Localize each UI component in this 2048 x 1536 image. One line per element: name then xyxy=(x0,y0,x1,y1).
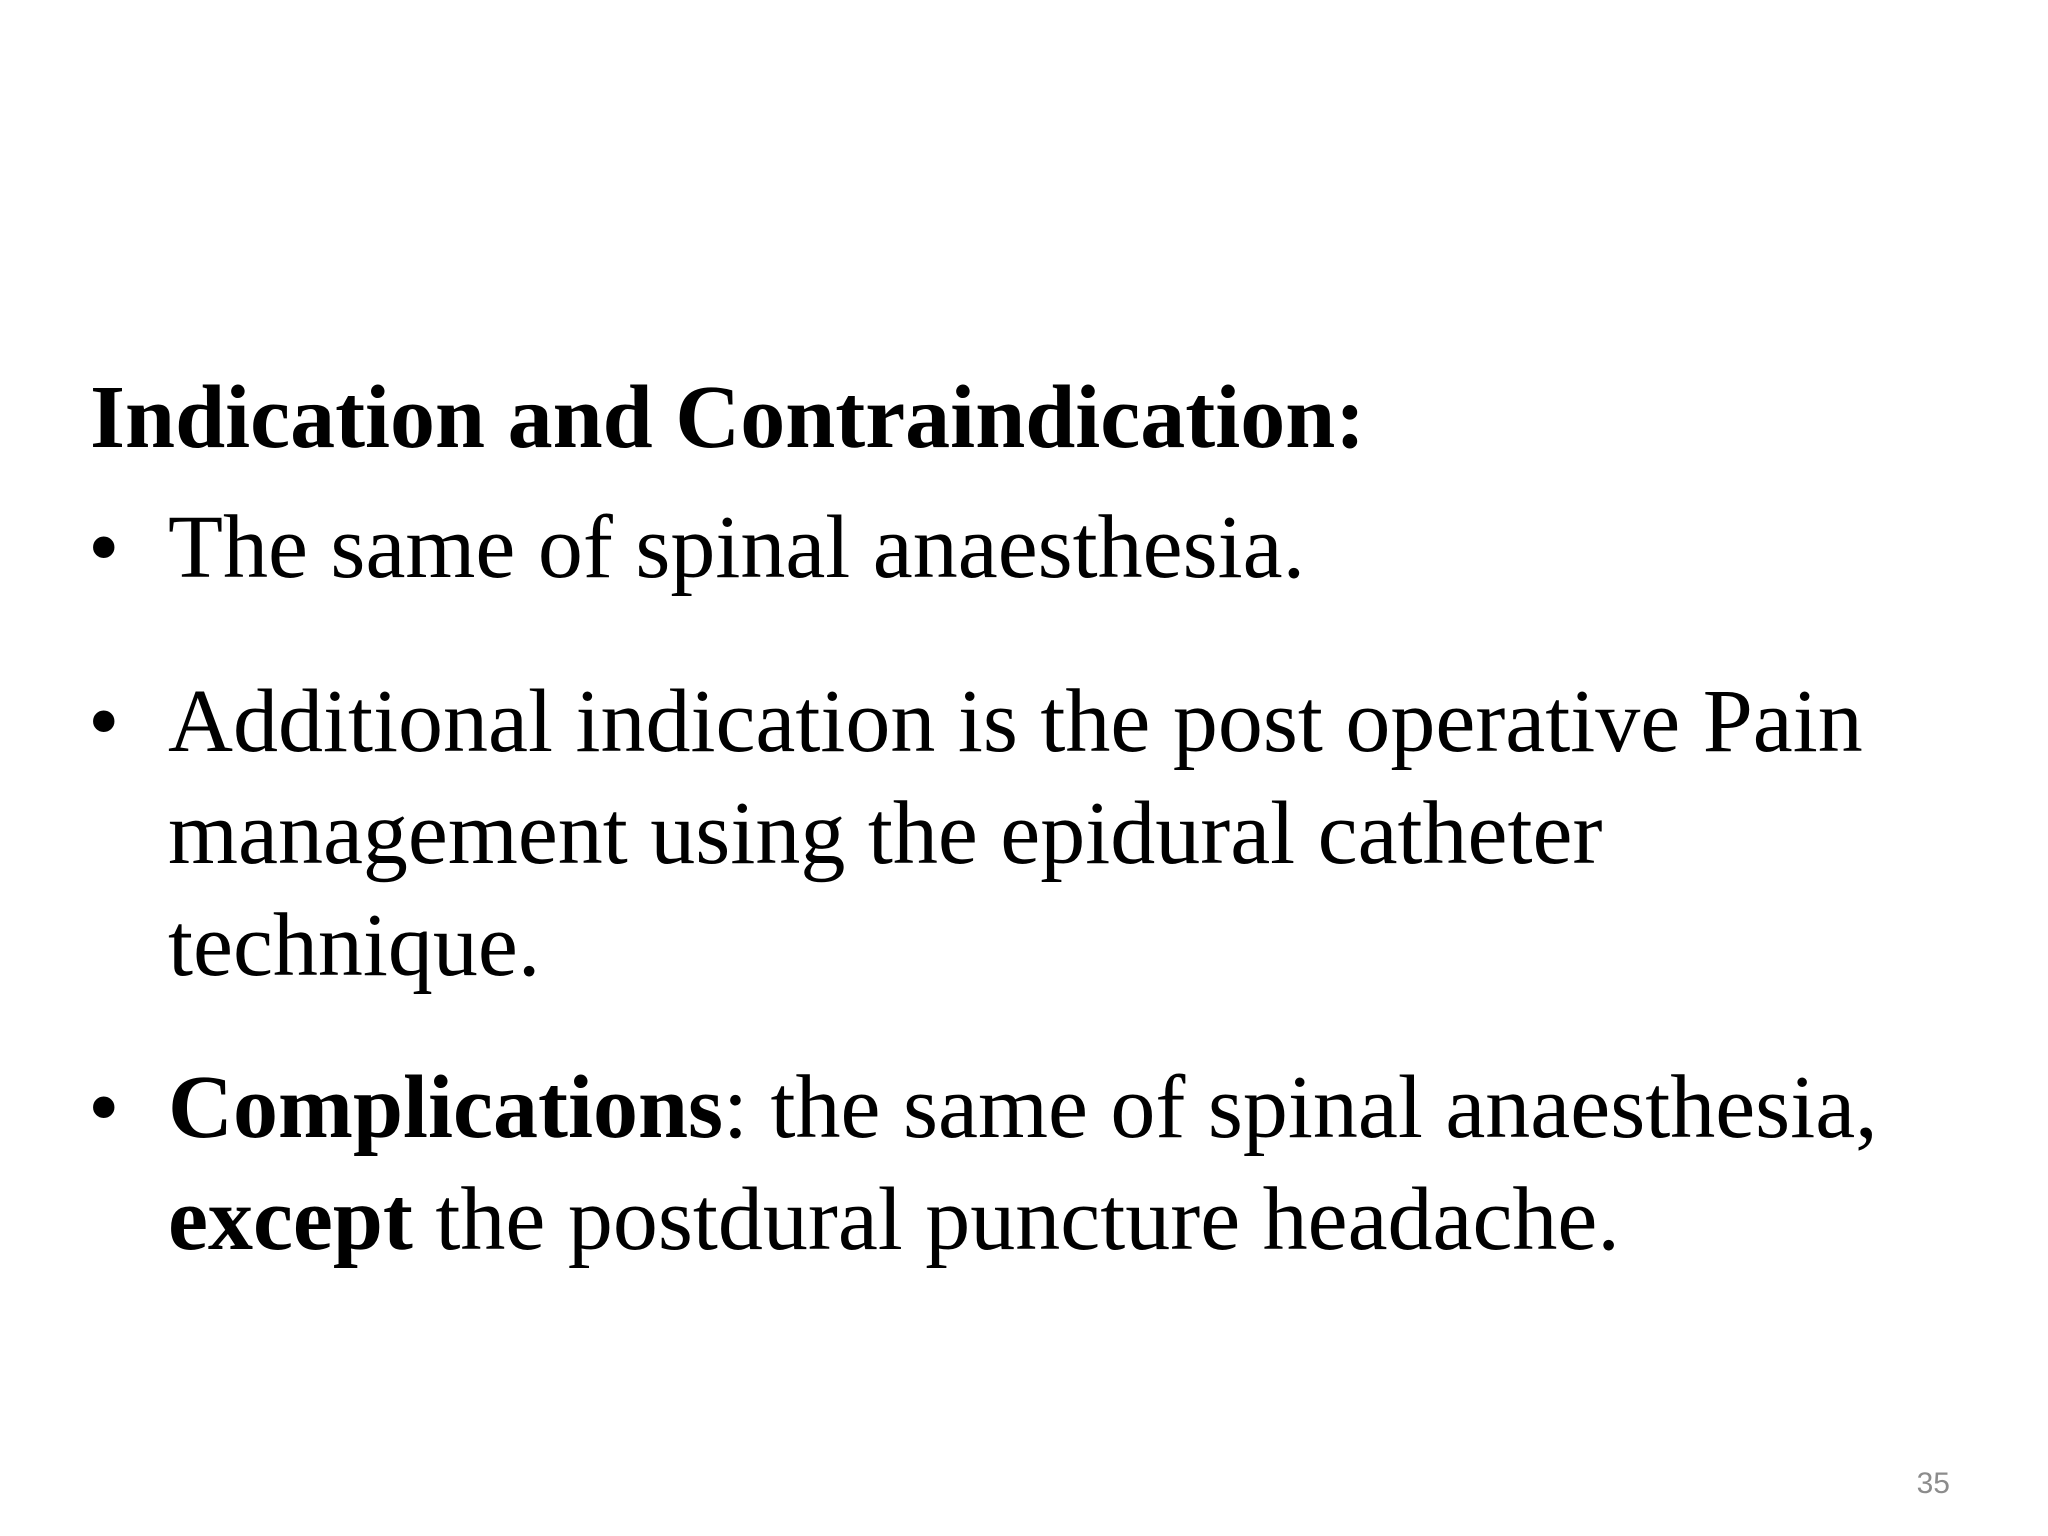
complications-label: Complications xyxy=(168,1058,724,1157)
bullet-point-icon: • xyxy=(88,498,120,597)
bullet-item-spinal-same xyxy=(88,492,1988,604)
slide-heading: Indication and Contraindication: xyxy=(90,368,1366,467)
bullet-item-complications xyxy=(88,1052,1988,1276)
bullet-item-additional-indication xyxy=(88,666,1988,1002)
bullet-text xyxy=(168,1052,1988,1276)
except-text: the postdural puncture headache. xyxy=(412,1170,1620,1269)
bullet-text: Additional indication is the post operative Pain management using the epidural catheter technique. xyxy=(168,672,1863,995)
page-number: 35 xyxy=(1916,1467,1950,1500)
complications-text: : the same of spinal anaesthesia, xyxy=(723,1058,1878,1157)
except-label: except xyxy=(168,1170,413,1269)
bullet-text: The same of spinal anaesthesia. xyxy=(168,498,1306,597)
bullet-point-icon: • xyxy=(88,672,120,771)
bullet-point-icon: • xyxy=(88,1058,120,1157)
